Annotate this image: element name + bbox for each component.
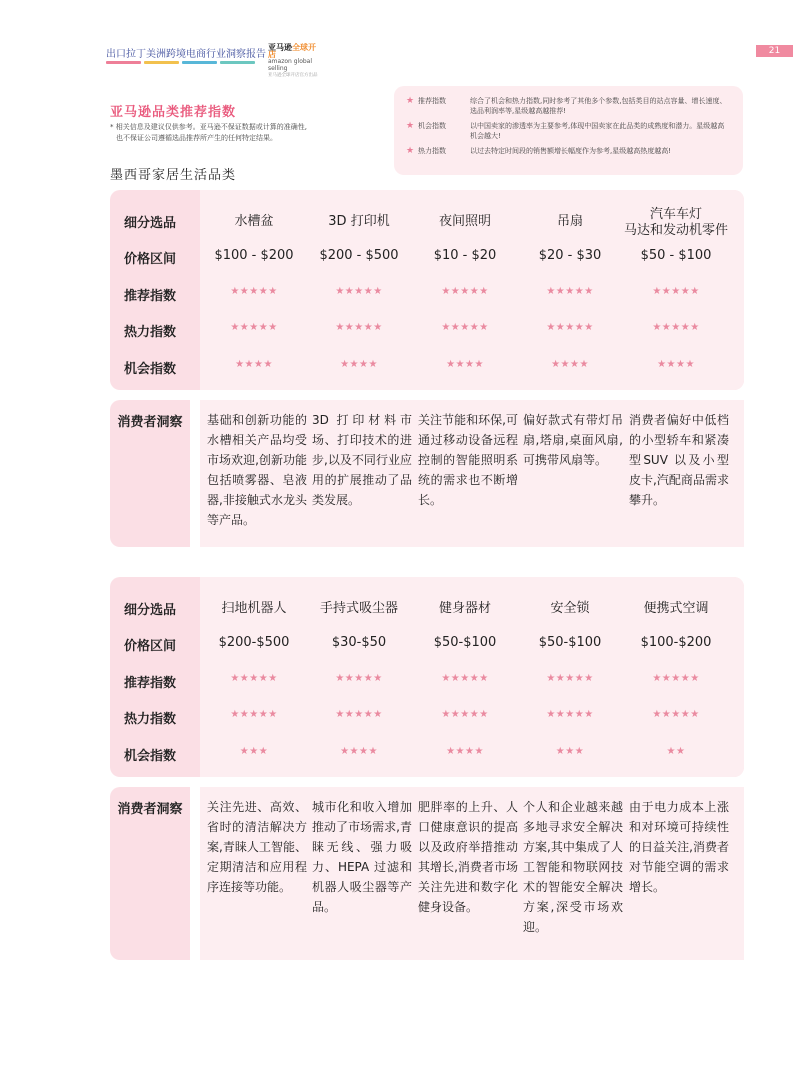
heat-stars: ★★★★★ (441, 709, 489, 720)
insight-text: 基础和创新功能的水槽相关产品均受市场欢迎,创新功能包括喷雾器、皂液器,非接触式水龙头等产品。 (207, 413, 307, 527)
opportunity-stars: ★★ (666, 746, 686, 757)
recommend-stars: ★★★★★ (230, 673, 278, 684)
legend-name: 推荐指数 (418, 97, 446, 105)
table-2-index-block (110, 577, 744, 777)
label-insight: 消费者洞察 (117, 415, 183, 430)
legend-desc: 综合了机会和热力指数,同时参考了其他多个参数,包括类目的站点容量、增长速度、选品利润率等,星级越高越推荐! (470, 97, 727, 115)
legend-name: 热力指数 (418, 147, 446, 155)
header-bar-blue (182, 61, 217, 64)
product-name: 便携式空调 (643, 601, 709, 616)
insight-text: 偏好款式有带灯吊扇,塔扇,桌面风扇,可携带风扇等。 (523, 413, 623, 467)
recommend-stars: ★★★★★ (652, 673, 700, 684)
product-name: 健身器材 (438, 601, 491, 616)
logo-subtext: 亚马逊全球开店官方出品 (268, 73, 318, 78)
opportunity-stars: ★★★★ (657, 359, 695, 370)
header-color-bars (106, 61, 255, 64)
label-opportunity: 机会指数 (123, 749, 176, 764)
legend-row-heat (406, 146, 731, 156)
category-title: 墨西哥家居生活品类 (110, 168, 237, 183)
product-name: 安全锁 (550, 601, 590, 616)
product-name: 吊扇 (556, 214, 583, 229)
insight-text: 关注节能和环保,可通过移动设备远程控制的智能照明系统的需求也不断增长。 (418, 413, 518, 507)
section-title: 亚马逊品类推荐指数 (110, 105, 237, 120)
price-range: $20 - $30 (538, 248, 602, 263)
heat-stars: ★★★★★ (546, 709, 594, 720)
legend-desc: 以过去特定时间段的销售额增长幅度作为参考,星级越高热度越高! (470, 147, 672, 155)
label-price: 价格区间 (123, 639, 176, 654)
price-range: $200-$500 (218, 635, 290, 650)
price-range: $100-$200 (640, 635, 712, 650)
label-recommend: 推荐指数 (123, 676, 176, 691)
legend-name: 机会指数 (418, 122, 446, 130)
heat-stars: ★★★★★ (335, 709, 383, 720)
price-range: $50-$100 (433, 635, 497, 650)
legend-row-recommend (406, 96, 731, 116)
price-range: $200 - $500 (319, 248, 399, 263)
price-range: $30-$50 (331, 635, 387, 650)
insight-text: 关注先进、高效、省时的清洁解决方案,青睐人工智能、定期清洁和应用程序连接等功能。 (207, 800, 307, 894)
logo-text-en: amazon global selling (268, 58, 313, 72)
star-icon: ★ (406, 121, 415, 131)
opportunity-stars: ★★★ (555, 746, 585, 757)
label-opportunity: 机会指数 (123, 362, 176, 377)
legend-row-opportunity (406, 121, 731, 141)
logo-text-a: 亚马逊 (268, 43, 292, 52)
disclaimer-line-2: 也不保证公司遵循选品推荐所产生的任何特定结果。 (116, 134, 277, 142)
heat-stars: ★★★★★ (230, 709, 278, 720)
table-1-insight-block (110, 400, 744, 547)
logo-text-b: 全球开店 (268, 43, 316, 59)
recommend-stars: ★★★★★ (441, 286, 489, 297)
opportunity-stars: ★★★★ (446, 746, 484, 757)
legend-desc: 以中国卖家的渗透率为主要参考,体现中国卖家在此品类的成熟度和潜力。星级越高机会越大! (470, 122, 725, 140)
table-2-insight-block (110, 787, 744, 960)
insight-text: 个人和企业越来越多地寻求安全解决方案,其中集成了人工智能和物联网技术的智能安全解决方案,深受市场欢迎。 (523, 800, 623, 934)
price-range: $50 - $100 (640, 248, 712, 263)
label-heat: 热力指数 (123, 712, 176, 727)
heat-stars: ★★★★★ (335, 322, 383, 333)
product-name: 扫地机器人 (221, 601, 287, 616)
recommend-stars: ★★★★★ (546, 286, 594, 297)
index-legend (394, 86, 743, 175)
recommend-stars: ★★★★★ (230, 286, 278, 297)
insight-label-cell (110, 400, 190, 547)
insight-text: 城市化和收入增加推动了市场需求,青睐无线、强力吸力、HEPA 过滤和机器人吸尘器等产品。 (312, 800, 412, 914)
product-name: 3D 打印机 (328, 214, 390, 229)
heat-stars: ★★★★★ (546, 322, 594, 333)
product-name: 水槽盆 (234, 214, 274, 229)
recommend-stars: ★★★★★ (546, 673, 594, 684)
insight-label-cell (110, 787, 190, 960)
opportunity-stars: ★★★★ (235, 359, 273, 370)
star-icon: ★ (406, 96, 415, 106)
opportunity-stars: ★★★ (239, 746, 269, 757)
heat-stars: ★★★★★ (441, 322, 489, 333)
amazon-global-selling-logo (268, 44, 320, 79)
product-name: 手持式吸尘器 (319, 601, 398, 616)
insight-text: 肥胖率的上升、人口健康意识的提高以及政府举措推动其增长,消费者市场关注先进和数字化健身设备。 (418, 800, 518, 914)
label-product: 细分选品 (123, 603, 176, 618)
insight-text: 由于电力成本上涨和对环境可持续性的日益关注,消费者对节能空调的需求增长。 (629, 800, 729, 894)
product-name: 汽车车灯 马达和发动机零件 (624, 207, 729, 238)
header-bar-pink (106, 61, 141, 64)
opportunity-stars: ★★★★ (340, 746, 378, 757)
opportunity-stars: ★★★★ (551, 359, 589, 370)
header-bar-teal (220, 61, 255, 64)
recommend-stars: ★★★★★ (335, 673, 383, 684)
disclaimer (110, 122, 307, 144)
disclaimer-line-1: * 相关信息及建议仅供参考。亚马逊不保证数据或计算的准确性, (110, 123, 307, 131)
header-bar-yellow (144, 61, 179, 64)
opportunity-stars: ★★★★ (446, 359, 484, 370)
insight-text: 消费者偏好中低档的小型轿车和紧凑型SUV 以及小型皮卡,汽配商品需求攀升。 (629, 413, 729, 507)
opportunity-stars: ★★★★ (340, 359, 378, 370)
product-name: 夜间照明 (438, 214, 491, 229)
recommend-stars: ★★★★★ (652, 286, 700, 297)
recommend-stars: ★★★★★ (441, 673, 489, 684)
label-heat: 热力指数 (123, 325, 176, 340)
label-insight: 消费者洞察 (117, 802, 183, 817)
table-1-index-block (110, 190, 744, 390)
label-product: 细分选品 (123, 216, 176, 231)
label-price: 价格区间 (123, 252, 176, 267)
price-range: $100 - $200 (214, 248, 294, 263)
heat-stars: ★★★★★ (230, 322, 278, 333)
insight-text: 3D 打印材料市场、打印技术的进步,以及不同行业应用的扩展推动了品类发展。 (312, 413, 412, 507)
heat-stars: ★★★★★ (652, 322, 700, 333)
page-number: 21 (756, 45, 793, 57)
heat-stars: ★★★★★ (652, 709, 700, 720)
recommend-stars: ★★★★★ (335, 286, 383, 297)
star-icon: ★ (406, 146, 415, 156)
report-title: 出口拉丁美洲跨境电商行业洞察报告 (106, 49, 266, 60)
price-range: $50-$100 (538, 635, 602, 650)
label-recommend: 推荐指数 (123, 289, 176, 304)
price-range: $10 - $20 (433, 248, 497, 263)
